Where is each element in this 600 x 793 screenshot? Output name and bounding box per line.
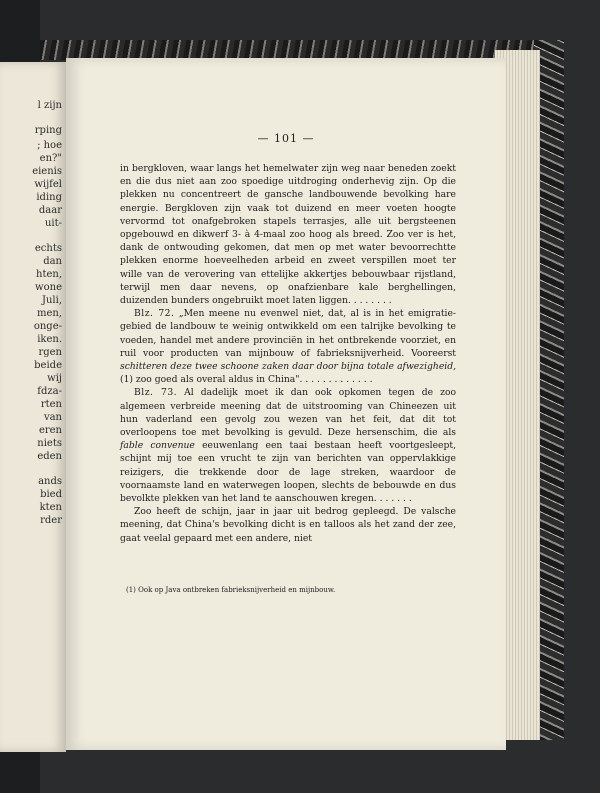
left-page-fragment: dan (43, 256, 62, 267)
paragraph-3 (120, 386, 456, 505)
page-reference-73: Blz. 73. (134, 387, 178, 399)
left-page-fragment: wij (47, 373, 62, 384)
left-page (0, 62, 66, 752)
left-page-fragment: rping (34, 125, 62, 136)
left-page-fragment: niets (37, 438, 62, 449)
left-page-fragment: daar (38, 205, 62, 216)
paragraph-2-text-a: „Men meene nu evenwel niet, dat, al is in het emigratie-gebied de landbouw te weinig ontwikkeld om een talrijke bevolking te voeden, handel met andere provinciën in het ontbrekende voorziet, en ruil voor producten van mijnbouw of fabrieksnijverheid. Vooreerst (120, 308, 457, 359)
left-page-fragment: kten (39, 502, 62, 513)
left-page-fragment: rgen (38, 347, 62, 358)
paragraph-4: Zoo heeft de schijn, jaar in jaar uit bedrog gepleegd. De valsche meening, dat China's bevolking dicht is en talloos als het zand der zee, gaat veelal gepaard met een andere, niet (120, 506, 456, 544)
left-page-fragment: Juli, (41, 295, 62, 306)
paragraph-3-text-a: Al dadelijk moet ik dan ook opkomen tegen de zoo algemeen verbreide meening dat de uitstrooming van Chineezen uit hun vaderland een gevolg zou wezen van het feit, dat dit tot overloopens toe met bevolking is gevuld. Deze hersenschim, die als (120, 387, 457, 439)
footnote: (1) Ook op Java ontbreken fabrieksnijverheid en mijnbouw. (126, 586, 336, 594)
body-text (120, 162, 456, 545)
left-page-fragment: echts (34, 243, 62, 254)
left-page-fragment: wone (35, 282, 62, 293)
left-page-fragment: van (43, 412, 62, 423)
paragraph-2-text-b: (1) zoo goed als overal aldus in China". . . . . . . . . . . . . (120, 374, 373, 386)
left-page-fragment: eden (37, 451, 62, 462)
left-page-fragment: uit- (44, 218, 62, 229)
page-number: — 101 — (257, 132, 315, 145)
left-page-fragment: iken. (37, 334, 62, 345)
left-page-fragment: rten (40, 399, 62, 410)
paragraph-2-italic: schitteren deze twee schoone zaken daar door bijna totale afwezigheid, (120, 361, 456, 373)
page-reference-72: Blz. 72. (134, 308, 175, 320)
left-page-fragment: beide (34, 360, 62, 371)
left-page-fragment: l zijn (37, 100, 62, 111)
left-page-fragment: onge- (33, 321, 62, 332)
paragraph-3-text-b: eeuwenlang een taai bestaan heeft voortgesleept, schijnt mij toe een vrucht te zijn van berichten van oppervlakkige reizigers, die trekkende door de lage streken, waardoor de voornaamste land en waterwegen loopen, slechts de bebouwde en dus bevolkte plekken van het land te aanschouwen kregen. . . . . . . (120, 440, 456, 505)
paragraph-3-italic: fable convenue (120, 440, 195, 452)
left-page-fragment: hten, (36, 269, 62, 280)
left-page-fragment: eren (38, 425, 62, 436)
left-page-fragment: men, (36, 308, 62, 319)
paragraph-2 (120, 307, 456, 386)
left-page-fragment: wijfel (34, 179, 62, 190)
left-page-fragment: iding (36, 192, 62, 203)
left-page-fragment: en?" (39, 153, 62, 164)
left-page-fragment: rder (40, 515, 62, 526)
left-page-fragment: ands (38, 476, 62, 487)
left-page-fragment: fdza- (37, 386, 62, 397)
cover-board-top (40, 40, 550, 60)
book-page (66, 58, 506, 750)
left-page-fragment: eienis (32, 166, 62, 177)
left-page-fragment: bied (40, 489, 62, 500)
left-page-fragment: ; hoe (37, 140, 62, 151)
paragraph-1: in bergkloven, waar langs het hemelwater zijn weg naar beneden zoekt en die dus niet aan zoo spoedige uitdroging onderhevig zijn. Op die plekken nu concentreert de gansche landbouwende bevolking hare energie. Bergkloven zijn vaak tot duizend en meer voeten hoogte vervormd tot onafgebroken stapels terrasjes, alle uit bergsteenen opgebouwd en dikwerf 3- à 4-maal zoo hoog als breed. Zoo ver is het, dank de ontwouding gekomen, dat men op met water bevoorrechtte plekken enorme hoeveelheden arbeid en zweet verspillen moet ter wille van de verovering van ettelijke akkertjes bebouwbaar rijstland, terwijl men daar nevens, op onafzienbare kale berghellingen, duizenden bunders ongebruikt moet laten liggen. . . . . . . . (120, 163, 456, 307)
